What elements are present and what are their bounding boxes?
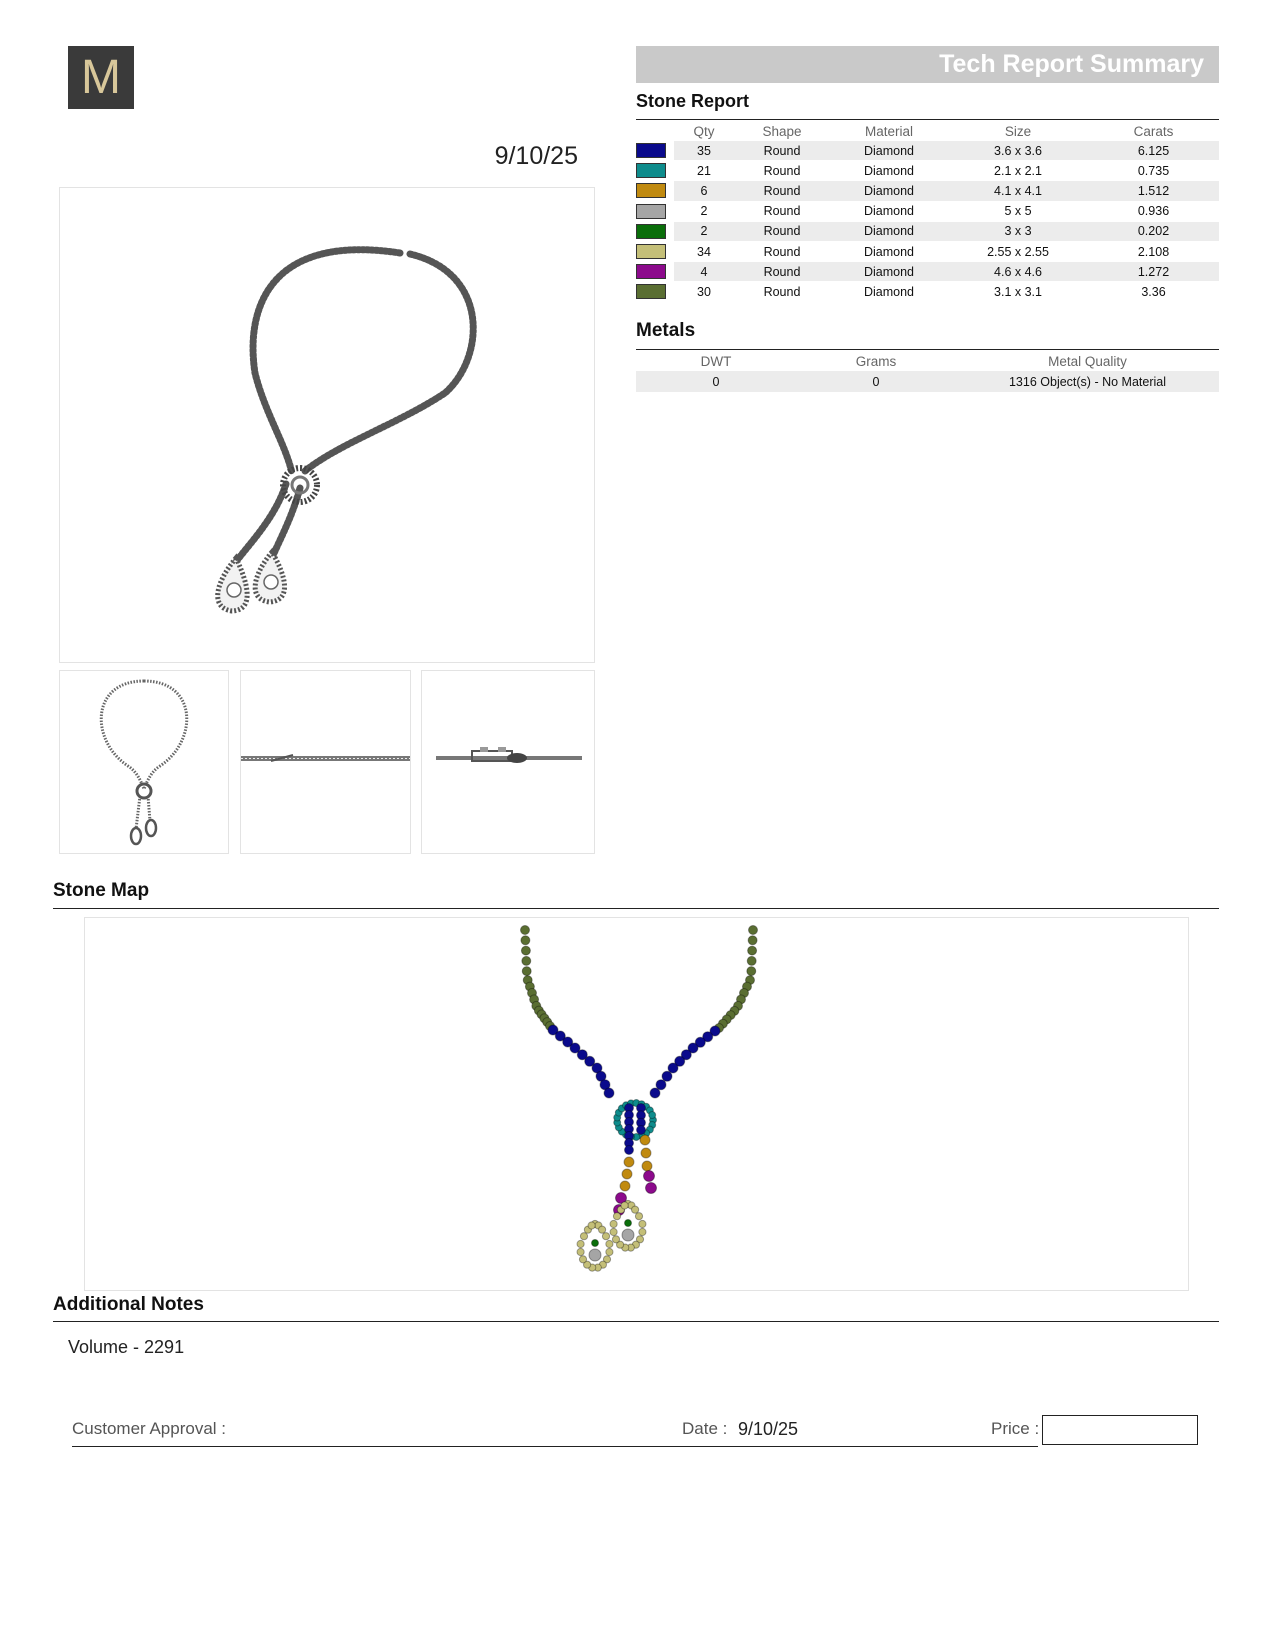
dwt-column-header: DWT bbox=[700, 354, 732, 369]
table-row bbox=[636, 262, 1219, 282]
stone-bead-olive bbox=[521, 926, 530, 935]
stone-bead-gold bbox=[624, 1157, 634, 1167]
stone-bead-pale bbox=[612, 1236, 619, 1243]
main-render bbox=[59, 187, 595, 663]
material-cell: Diamond bbox=[830, 141, 948, 161]
color-swatch bbox=[636, 163, 666, 178]
stone-bead-navy bbox=[637, 1126, 646, 1135]
carats-cell: 0.936 bbox=[1088, 201, 1219, 221]
color-cell bbox=[636, 221, 674, 241]
grams-column-header: Grams bbox=[855, 354, 897, 369]
stone-bead-pale bbox=[639, 1220, 646, 1227]
price-label: Price : bbox=[991, 1419, 1040, 1438]
color-column-header bbox=[636, 122, 674, 141]
thumbnail-front-view[interactable] bbox=[59, 670, 229, 854]
stone-bead-olive bbox=[521, 946, 530, 955]
metals-title: Metals bbox=[636, 320, 696, 341]
color-cell bbox=[636, 161, 674, 181]
stone-bead-grey bbox=[622, 1229, 634, 1241]
table-row bbox=[636, 181, 1219, 201]
table-row bbox=[636, 161, 1219, 181]
size-cell: 4.1 x 4.1 bbox=[948, 181, 1088, 201]
stone-bead-pale bbox=[606, 1240, 613, 1247]
qty-cell: 2 bbox=[674, 201, 734, 221]
shape-cell: Round bbox=[734, 282, 830, 302]
material-column-header: Material bbox=[864, 124, 913, 139]
qty-cell: 4 bbox=[674, 262, 734, 282]
size-column-header: Size bbox=[1004, 124, 1032, 139]
qty-cell: 34 bbox=[674, 241, 734, 261]
table-row bbox=[636, 371, 1219, 392]
shape-cell: Round bbox=[734, 161, 830, 181]
size-cell: 3.6 x 3.6 bbox=[948, 141, 1088, 161]
brand-logo-icon bbox=[68, 46, 134, 109]
stone-bead-olive bbox=[748, 946, 757, 955]
stone-table bbox=[636, 122, 1219, 303]
stone-report-divider bbox=[636, 119, 1219, 120]
stone-bead-olive bbox=[748, 936, 757, 945]
metals-table bbox=[636, 352, 1219, 392]
color-cell bbox=[636, 262, 674, 282]
stone-bead-pale bbox=[577, 1248, 584, 1255]
report-date: 9/10/25 bbox=[494, 142, 578, 170]
carats-cell: 6.125 bbox=[1088, 141, 1219, 161]
stone-report-title: Stone Report bbox=[636, 91, 750, 111]
stone-bead-green bbox=[592, 1240, 599, 1247]
material-cell: Diamond bbox=[830, 181, 948, 201]
shape-cell: Round bbox=[734, 241, 830, 261]
qty-cell: 35 bbox=[674, 141, 734, 161]
stone-bead-navy bbox=[625, 1146, 634, 1155]
dwt-cell: 0 bbox=[636, 371, 796, 392]
approval-date-value: 9/10/25 bbox=[738, 1419, 799, 1439]
stone-bead-olive bbox=[749, 926, 758, 935]
color-cell bbox=[636, 141, 674, 161]
stone-bead-green bbox=[625, 1220, 632, 1227]
carats-cell: 3.36 bbox=[1088, 282, 1219, 302]
color-swatch bbox=[636, 143, 666, 158]
stone-bead-olive bbox=[747, 956, 756, 965]
stone-map-divider bbox=[53, 908, 1219, 909]
color-swatch bbox=[636, 264, 666, 279]
metal-quality-cell: 1316 Object(s) - No Material bbox=[956, 371, 1219, 392]
carats-cell: 0.202 bbox=[1088, 221, 1219, 241]
thumbnail-top-view[interactable] bbox=[240, 670, 411, 854]
table-row bbox=[636, 282, 1219, 302]
carats-cell: 1.512 bbox=[1088, 181, 1219, 201]
stone-bead-olive bbox=[521, 936, 530, 945]
color-swatch bbox=[636, 224, 666, 239]
stone-bead-grey bbox=[589, 1249, 601, 1261]
necklace-side-thumbnail-icon bbox=[422, 671, 594, 853]
metal-quality-column-header: Metal Quality bbox=[1048, 354, 1127, 369]
page-title: Tech Report Summary bbox=[939, 50, 1204, 78]
color-cell bbox=[636, 282, 674, 302]
shape-cell: Round bbox=[734, 262, 830, 282]
qty-cell: 2 bbox=[674, 221, 734, 241]
stone-map-diagram bbox=[85, 918, 1188, 1290]
qty-cell: 30 bbox=[674, 282, 734, 302]
signature-line[interactable] bbox=[72, 1446, 1038, 1447]
stone-bead-pale bbox=[606, 1248, 613, 1255]
color-swatch bbox=[636, 244, 666, 259]
carats-cell: 0.735 bbox=[1088, 161, 1219, 181]
additional-notes-title: Additional Notes bbox=[53, 1294, 204, 1315]
price-input[interactable] bbox=[1042, 1415, 1198, 1445]
shape-cell: Round bbox=[734, 141, 830, 161]
material-cell: Diamond bbox=[830, 241, 948, 261]
stone-bead-pale bbox=[602, 1233, 609, 1240]
stone-bead-pale bbox=[632, 1206, 639, 1213]
metals-divider bbox=[636, 349, 1219, 350]
size-cell: 3.1 x 3.1 bbox=[948, 282, 1088, 302]
size-cell: 3 x 3 bbox=[948, 221, 1088, 241]
metals-table-header bbox=[636, 352, 1219, 371]
color-swatch bbox=[636, 204, 666, 219]
stone-bead-gold bbox=[622, 1169, 632, 1179]
color-cell bbox=[636, 201, 674, 221]
color-swatch bbox=[636, 284, 666, 299]
shape-cell: Round bbox=[734, 221, 830, 241]
qty-cell: 21 bbox=[674, 161, 734, 181]
approval-date-label: Date : bbox=[682, 1419, 728, 1438]
stone-bead-pale bbox=[621, 1202, 628, 1209]
logo-letter: M bbox=[81, 50, 121, 104]
table-row bbox=[636, 221, 1219, 241]
stone-bead-gold bbox=[640, 1135, 650, 1145]
stone-bead-pale bbox=[577, 1240, 584, 1247]
material-cell: Diamond bbox=[830, 282, 948, 302]
stone-bead-purple bbox=[644, 1171, 655, 1182]
table-row bbox=[636, 201, 1219, 221]
qty-column-header: Qty bbox=[693, 124, 715, 139]
material-cell: Diamond bbox=[830, 201, 948, 221]
stone-bead-pale bbox=[610, 1220, 617, 1227]
color-cell bbox=[636, 181, 674, 201]
size-cell: 2.55 x 2.55 bbox=[948, 241, 1088, 261]
stone-bead-pale bbox=[579, 1256, 586, 1263]
qty-cell: 6 bbox=[674, 181, 734, 201]
material-cell: Diamond bbox=[830, 262, 948, 282]
stone-bead-olive bbox=[747, 967, 756, 976]
size-cell: 2.1 x 2.1 bbox=[948, 161, 1088, 181]
color-cell bbox=[636, 241, 674, 261]
customer-approval-label: Customer Approval : bbox=[72, 1419, 227, 1438]
size-cell: 5 x 5 bbox=[948, 201, 1088, 221]
stone-bead-pale bbox=[580, 1233, 587, 1240]
stone-bead-pale bbox=[639, 1228, 646, 1235]
material-cell: Diamond bbox=[830, 221, 948, 241]
color-swatch bbox=[636, 183, 666, 198]
table-row bbox=[636, 241, 1219, 261]
stone-bead-navy bbox=[662, 1071, 672, 1081]
stone-bead-pale bbox=[635, 1213, 642, 1220]
size-cell: 4.6 x 4.6 bbox=[948, 262, 1088, 282]
additional-notes-value: Volume - 2291 bbox=[68, 1337, 185, 1357]
stone-bead-gold bbox=[641, 1148, 651, 1158]
stone-bead-olive bbox=[522, 956, 531, 965]
thumbnail-side-view[interactable] bbox=[421, 670, 595, 854]
stone-bead-navy bbox=[650, 1088, 660, 1098]
stone-bead-gold bbox=[620, 1181, 630, 1191]
stone-bead-purple bbox=[646, 1183, 657, 1194]
stone-bead-teal bbox=[649, 1112, 656, 1119]
shape-cell: Round bbox=[734, 181, 830, 201]
stone-bead-navy bbox=[604, 1088, 614, 1098]
necklace-front-thumbnail-icon bbox=[60, 671, 228, 853]
stone-map-title: Stone Map bbox=[53, 880, 150, 901]
carats-cell: 1.272 bbox=[1088, 262, 1219, 282]
stone-bead-gold bbox=[642, 1161, 652, 1171]
stone-bead-pale bbox=[610, 1228, 617, 1235]
shape-cell: Round bbox=[734, 201, 830, 221]
additional-notes-divider bbox=[53, 1321, 1219, 1322]
stone-table-header bbox=[636, 122, 1219, 141]
stone-bead-olive bbox=[522, 967, 531, 976]
necklace-top-thumbnail-icon bbox=[241, 671, 410, 853]
carats-column-header: Carats bbox=[1133, 124, 1174, 139]
table-row bbox=[636, 141, 1219, 161]
grams-cell: 0 bbox=[796, 371, 956, 392]
shape-column-header: Shape bbox=[762, 124, 802, 139]
material-cell: Diamond bbox=[830, 161, 948, 181]
carats-cell: 2.108 bbox=[1088, 241, 1219, 261]
stone-bead-pale bbox=[613, 1213, 620, 1220]
stone-map-panel bbox=[84, 917, 1189, 1291]
stone-bead-pale bbox=[588, 1222, 595, 1229]
necklace-render-icon bbox=[60, 188, 594, 662]
title-bar bbox=[636, 46, 1219, 83]
stone-bead-pale bbox=[599, 1226, 606, 1233]
